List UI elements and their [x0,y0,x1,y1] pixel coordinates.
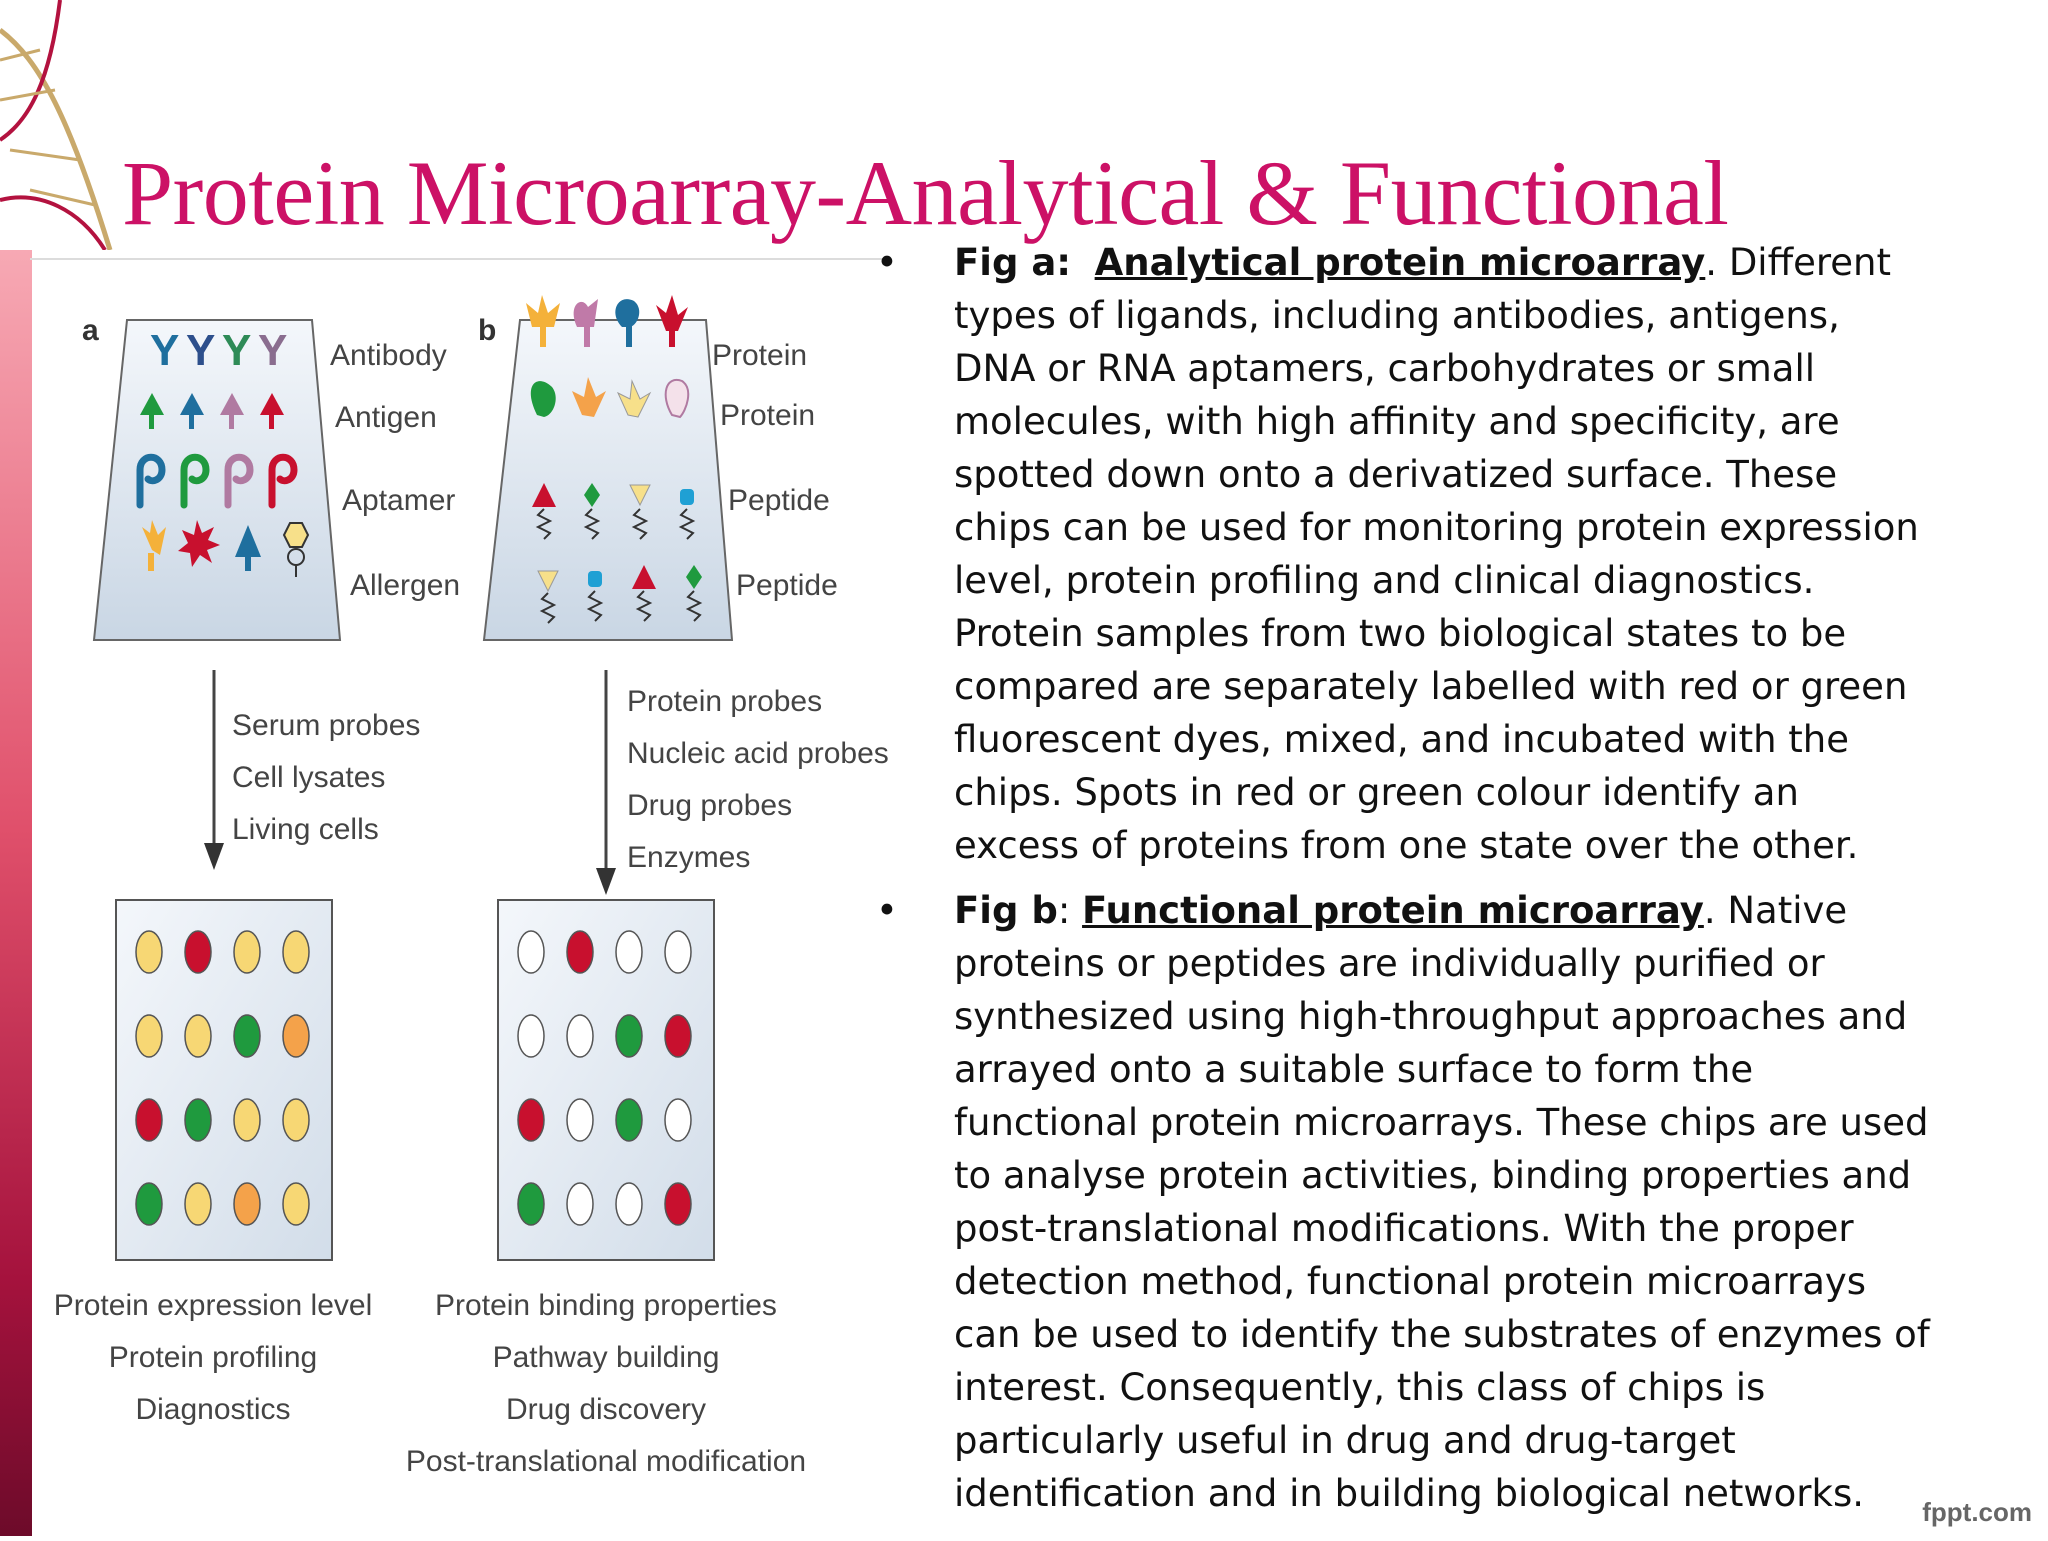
bullet-label: Fig b [954,889,1058,932]
panel-b-application: Protein binding properties [435,1289,777,1322]
panel-a-probe: Living cells [232,813,379,846]
bullet-fig-a [872,236,1932,872]
bullet-marker: • [876,241,898,284]
array-spot-empty [567,1015,593,1057]
bullet-term: Functional protein microarray [1082,889,1704,932]
bullet-text: . Different types of ligands, including antibodies, antigens, DNA or RNA aptamers, carbohydrates or small molecules, with high affinity and specificity, are spotted down onto a derivatized surface. These chips can be used for monitoring protein expression level, protein profiling and clinical diagnostics. Protein samples from two biological states to be compared are separately labelled with red or green fluorescent dyes, mixed, and incubated with the chips. Spots in red or green colour identify an excess of proteins from one state over the other. [954,241,1919,867]
svg-text:Y: Y [186,326,216,375]
array-spot-yellow [283,1183,309,1225]
panel-a-probe: Serum probes [232,709,421,742]
array-spot-red [567,931,593,973]
panel-a-row-label: Allergen [350,569,461,602]
panel-a-chip [94,320,340,640]
microarray-diagram [32,265,888,1536]
slide-body [872,236,1932,1532]
array-spot-empty [518,931,544,973]
array-spot-red [185,931,211,973]
array-spot-empty [518,1015,544,1057]
watermark: fppt.com [1922,1497,2032,1527]
panel-a-row-label: Antigen [335,401,437,434]
panel-a-application: Protein expression level [53,1289,373,1322]
svg-text:Y: Y [150,326,180,375]
panel-a-application: Diagnostics [135,1393,291,1426]
array-spot-empty [665,1099,691,1141]
array-spot-orange [234,1183,260,1225]
panel-a-probe: Cell lysates [232,761,386,794]
array-spot-green [136,1183,162,1225]
array-spot-empty [567,1099,593,1141]
panel-b-application: Pathway building [492,1341,720,1374]
panel-b-chip [484,320,732,640]
panel-b-probe: Protein probes [627,685,823,718]
array-spot-red [136,1099,162,1141]
array-spot-empty [616,931,642,973]
array-spot-red [665,1015,691,1057]
array-spot-green [616,1099,642,1141]
panel-a-arrow-head [204,843,224,870]
array-spot-yellow [234,931,260,973]
slide-title: Protein Microarray-Analytical & Functional [122,142,1729,244]
array-spot-yellow [185,1183,211,1225]
array-spot-yellow [185,1015,211,1057]
panel-b-probe: Enzymes [627,841,751,874]
svg-text:Y: Y [222,326,252,375]
array-spot-empty [665,931,691,973]
panel-a-application: Protein profiling [108,1341,318,1374]
array-spot-yellow [136,1015,162,1057]
bullet-text: . Native proteins or peptides are individually purified or synthesized using high-throughput approaches and arrayed onto a suitable surface to form the functional protein microarrays. These chips are used to analyse protein activities, binding properties and post-translational modifications. With the proper detection method, functional protein microarrays can be used to identify the substrates of enzymes of interest. Consequently, this class of chips is particularly useful in drug and drug-target identification and in building biological networks. [954,889,1930,1515]
panel-b-row-label: Protein [720,399,816,432]
bullet-marker: • [876,889,898,932]
panel-b-row-label: Peptide [728,484,830,517]
array-spot-green [518,1183,544,1225]
panel-b-application: Post-translational modification [405,1445,807,1478]
array-spot-yellow [283,1099,309,1141]
panel-b-probe: Nucleic acid probes [627,737,888,770]
panel-b-application: Drug discovery [505,1393,707,1426]
panel-b-probe: Drug probes [627,789,793,822]
array-spot-empty [567,1183,593,1225]
array-spot-green [616,1015,642,1057]
microarray-figure [32,265,888,1536]
array-spot-empty [616,1183,642,1225]
panel-b-row-label: Peptide [736,569,838,602]
array-spot-yellow [136,931,162,973]
bullet-separator: : [1057,889,1083,932]
array-spot-yellow [283,931,309,973]
panel-a-letter: a [82,314,99,347]
bullet-term: Analytical protein microarray [1094,241,1706,284]
array-spot-red [518,1099,544,1141]
panel-b-arrow-head [596,868,616,895]
panel-b-letter: b [478,314,497,347]
panel-a-row-label: Aptamer [342,484,456,517]
svg-text:Y: Y [258,326,288,375]
panel-b-row-label: Protein [712,339,808,372]
array-spot-orange [283,1015,309,1057]
title-divider [30,258,886,260]
decorative-edge-strip [0,250,32,1536]
bullet-label: Fig a: [954,241,1072,284]
array-spot-yellow [234,1099,260,1141]
bullet-fig-b [872,884,1932,1520]
array-spot-red [665,1183,691,1225]
array-spot-green [234,1015,260,1057]
panel-a-row-label: Antibody [330,339,447,372]
array-spot-green [185,1099,211,1141]
